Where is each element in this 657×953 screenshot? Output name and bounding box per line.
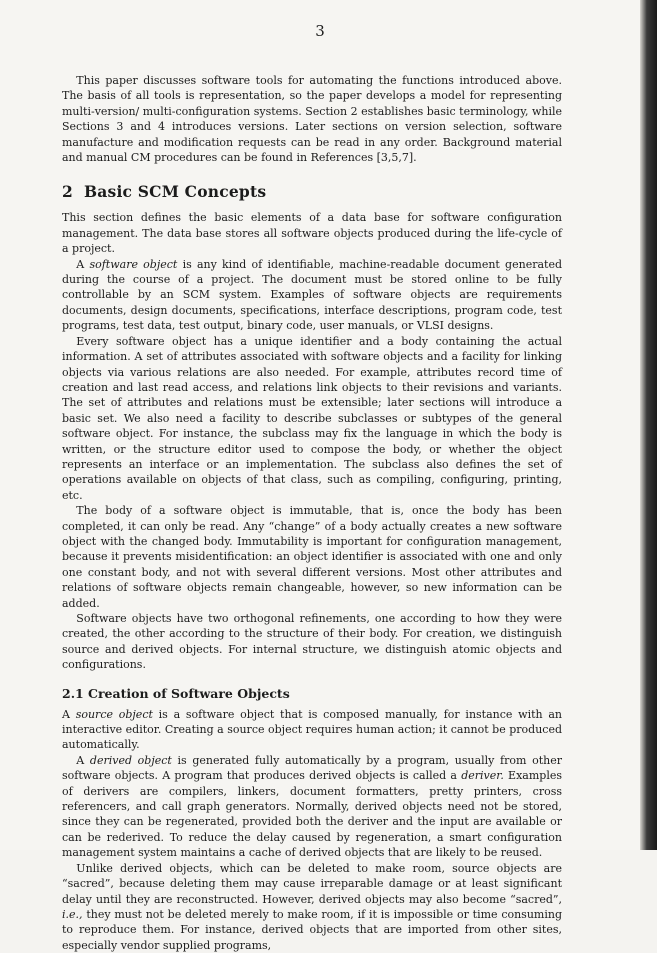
text-run: is a software object that is composed manually, for instance with an interactive editor. Creating a source object requires human action; it cannot be produced automatically. [62,707,562,752]
section-2-1-paragraph-2 [62,753,562,861]
section-2-1-paragraph-3 [62,861,562,953]
text-run: A [76,753,90,767]
term-derived-object: derived object [89,753,172,767]
page-number: 3 [315,22,325,40]
page-edge-shadow [640,0,657,850]
section-2-number: 2 [62,182,73,202]
term-ie: i.e., [62,907,83,921]
term-source-object: source object [75,707,153,721]
section-2-1-number: 2.1 [62,685,84,701]
intro-paragraph: This paper discusses software tools for automating the functions introduced above. The basis of all tools is representation, so the paper develops a model for representing multi-version/ multi-configuration systems. Section 2 establishes basic terminology, while Sections 3 and 4 introduces versions. Later sections on version selection, software manufacture and modification requests can be read in any order. Background material and manual CM procedures can be found in References [3,5,7]. [62,74,562,165]
section-2-paragraph-5: Software objects have two orthogonal refinements, one according to how they were created, the other according to the structure of their body. For creation, we distinguish source and derived objects. For internal structure, we distinguish atomic objects and configurations. [62,612,562,672]
section-2-1-heading [62,686,562,701]
body-text [62,73,562,953]
text-run: Examples of derivers are compilers, linkers, document formatters, pretty printers, cross referencers, and call graph generators. Normally, derived objects need not be stored, since they can be regenerated, provided both the deriver and the input are available or can be rederived. To reduce the delay caused by regeneration, a smart configuration management system maintains a cache of derived objects that are likely to be reused. [62,769,562,860]
text-run: Unlike derived objects, which can be deleted to make room, source objects are “sacred”, because deleting them may cause irreparable damage or at least significant delay until they are reconstructed. However, derived objects may also become “sacred”, [62,861,562,906]
section-2-1-paragraph-1 [62,707,562,753]
text-run: A [62,707,76,721]
term-deriver: deriver. [461,769,504,783]
section-2-1-title: Creation of Software Objects [88,685,290,701]
section-2-paragraph-1: This section defines the basic elements of a data base for software configuration management. The data base stores all software objects produced during the life-cycle of a project. [62,211,562,256]
section-2-paragraph-3: Every software object has a unique identifier and a body containing the actual information. A set of attributes associated with software objects and a facility for linking objects via various relations are also needed. For example, attributes record time of creation and last read access, and relations link objects to their revisions and variants. The set of attributes and relations must be extensible; later sections will introduce a basic set. We also need a facility to describe subclasses or subtypes of the general software object. For instance, the subclass may fix the language in which the body is written, or the structure editor used to compose the body, or whether the object represents an interface or an implementation. The subclass also defines the set of operations available on objects of that class, such as compiling, configuring, printing, etc. [62,334,562,502]
text-run: they must not be deleted merely to make room, if it is impossible or time consuming to reproduce them. For instance, derived objects that are imported from other sites, especially vendor supplied programs, [62,907,562,952]
section-2-heading [62,182,562,201]
text-run: is any kind of identifiable, machine-readable document generated during the course of a project. The document must be stored online to be fully controllable by an SCM system. Examples of software objects are requirements documents, design documents, specifications, interface descriptions, program code, test programs, test data, test output, binary code, user manuals, or VLSI designs. [62,257,562,333]
term-software-object: software object [89,257,178,271]
section-2-paragraph-4: The body of a software object is immutable, that is, once the body has been completed, it can only be read. Any “change” of a body actually creates a new software object with the changed body. Immutability is important for configuration management, because it prevents misidentification: an object identifier is associated with one and only one constant body, and not with several different versions. Most other attributes and relations of software objects remain changeable, however, so new information can be added. [62,504,562,610]
text-run: A [76,257,90,271]
section-2-paragraph-2 [62,257,562,334]
text-run: is generated fully automatically by a program, usually from other software objects. A program that produces derived objects is called a [62,753,562,783]
section-2-title: Basic SCM Concepts [84,182,267,202]
